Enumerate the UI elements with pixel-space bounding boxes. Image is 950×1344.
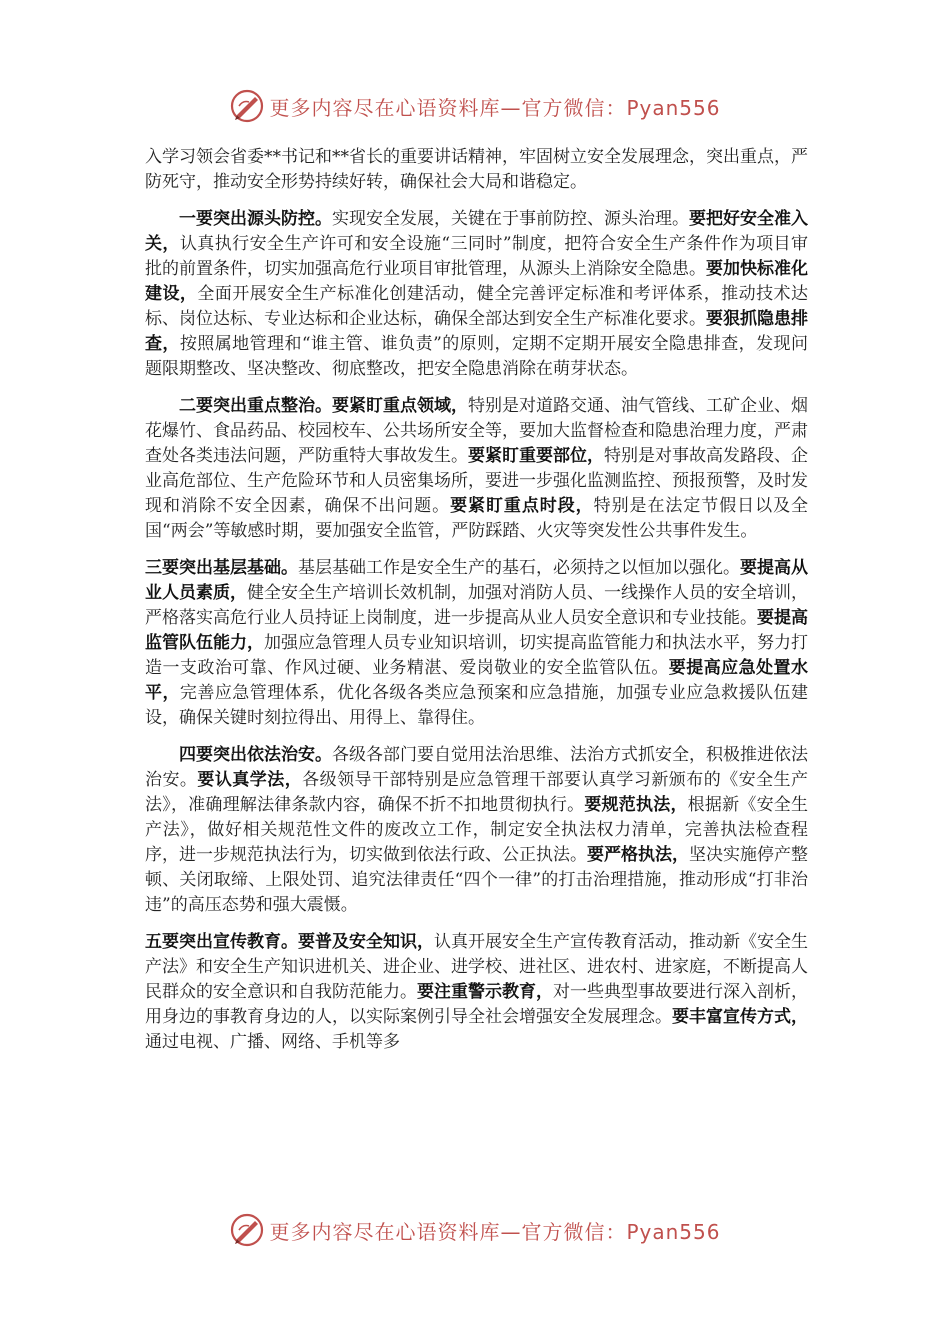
body-text: 加强应急管理人员专业知识培训，切实提高监管能力和执法水平，努力打造一支政治可靠、作风过硬、业务精湛、爱岗敬业的安全监管队伍。 xyxy=(145,633,808,678)
bold-heading-text: 要紧盯重要部位， xyxy=(468,446,604,466)
paragraph xyxy=(145,930,808,1055)
body-text: 实现安全发展，关键在于事前防控、源头治理。 xyxy=(332,209,689,229)
bold-heading-text: 要狠抓隐患排查， xyxy=(145,309,808,354)
body-text: 对一些典型事故要进行深入剖析，用身边的事教育身边的人，以实际案例引导全社会增强安全发展理念。 xyxy=(145,982,808,1027)
body-text: 根据新《安全生产法》，做好相关规范性文件的废改立工作，制定安全执法权力清单，完善执法检查程序，进一步规范执法行为，切实做到依法行政、公正执法。 xyxy=(145,795,809,865)
bold-heading-text: 要严格执法， xyxy=(587,845,689,865)
bold-heading-text: 要丰富宣传方式， xyxy=(672,1007,808,1027)
bold-heading-text: 要加快标准化建设， xyxy=(145,259,808,304)
bold-heading-text: 要提高从业人员素质， xyxy=(145,558,808,603)
bold-heading-text: 五要突出宣传教育。 xyxy=(145,932,298,952)
body-text: 入学习领会省委**书记和**省长的重要讲话精神，牢固树立安全发展理念，突出重点，严防死守，推动安全形势持续好转，确保社会大局和谐稳定。 xyxy=(145,147,808,192)
banner-text: 更多内容尽在心语资料库—官方微信：Pyan556 xyxy=(269,95,721,120)
document-body xyxy=(145,145,808,1067)
bold-heading-text: 要普及安全知识， xyxy=(298,932,434,952)
body-text: 认真开展安全生产宣传教育活动，推动新《安全生产法》和安全生产知识进机关、进企业、进学校、进社区、进农村、进家庭，不断提高人民群众的安全意识和自我防范能力。 xyxy=(145,932,808,1002)
body-text: 基层基础工作是安全生产的基石，必须持之以恒加以强化。 xyxy=(298,558,740,578)
bold-heading-text: 要注重警示教育， xyxy=(417,982,553,1002)
body-text: 各级各部门要自觉用法治思维、法治方式抓安全，积极推进依法治安。 xyxy=(145,745,808,790)
footer-banner xyxy=(0,1210,950,1250)
bold-heading-text: 要紧盯重点领域， xyxy=(332,396,468,416)
body-text: 通过电视、广播、网络、手机等多 xyxy=(145,1032,400,1052)
bold-heading-text: 一要突出源头防控。 xyxy=(179,209,332,229)
body-text: 认真执行安全生产许可和安全设施“三同时”制度，把符合安全生产条件作为项目审批的前置条件，切实加强高危行业项目审批管理，从源头上消除安全隐患。 xyxy=(145,234,808,279)
body-text: 完善应急管理体系，优化各级各类应急预案和应急措施，加强专业应急救援队伍建设，确保关键时刻拉得出、用得上、靠得住。 xyxy=(145,683,809,728)
header-banner xyxy=(0,86,950,126)
bold-heading-text: 要认真学法， xyxy=(197,770,303,790)
paragraph xyxy=(145,394,808,544)
bold-heading-text: 要把好安全准入关， xyxy=(145,209,808,254)
paragraph xyxy=(145,207,808,382)
body-text: 全面开展安全生产标准化创建活动，健全完善评定标准和考评体系，推动技术达标、岗位达标、专业达标和企业达标，确保全部达到安全生产标准化要求。 xyxy=(145,284,809,329)
bold-heading-text: 要规范执法， xyxy=(584,795,688,815)
body-text: 特别是在法定节假日以及全国“两会”等敏感时期，要加强安全监管，严防踩踏、火灾等突发性公共事件发生。 xyxy=(145,496,809,541)
red-pen-logo-icon xyxy=(229,88,265,124)
bold-heading-text: 四要突出依法治安。 xyxy=(179,745,332,765)
bold-heading-text: 要紧盯重点时段， xyxy=(450,496,594,516)
red-pen-logo-icon xyxy=(229,1212,265,1248)
bold-heading-text: 要提高应急处置水平， xyxy=(145,658,809,703)
body-text: 健全安全生产培训长效机制，加强对消防人员、一线操作人员的安全培训，严格落实高危行业人员持证上岗制度，进一步提高从业人员安全意识和专业技能。 xyxy=(145,583,808,628)
body-text: 各级领导干部特别是应急管理干部要认真学习新颁布的《安全生产法》，准确理解法律条款内容，确保不折不扣地贯彻执行。 xyxy=(145,770,809,815)
paragraph xyxy=(145,556,808,731)
bold-heading-text: 三要突出基层基础。 xyxy=(145,558,298,578)
bold-heading-text: 要提高监管队伍能力， xyxy=(145,608,808,653)
body-text: 按照属地管理和“谁主管、谁负责”的原则，定期不定期开展安全隐患排查，发现问题限期整改、坚决整改、彻底整改，把安全隐患消除在萌芽状态。 xyxy=(145,334,808,379)
bold-heading-text: 二要突出重点整治。 xyxy=(179,396,332,416)
paragraph xyxy=(145,743,808,918)
body-text: 坚决实施停产整顿、关闭取缔、上限处罚、追究法律责任“四个一律”的打击治理措施，推动形成“打非治违”的高压态势和强大震慑。 xyxy=(145,845,808,915)
paragraph xyxy=(145,145,808,195)
banner-text: 更多内容尽在心语资料库—官方微信：Pyan556 xyxy=(269,1219,721,1244)
body-text: 特别是对事故高发路段、企业高危部位、生产危险环节和人员密集场所，要进一步强化监测监控、预报预警，及时发现和消除不安全因素，确保不出问题。 xyxy=(145,446,808,516)
body-text: 特别是对道路交通、油气管线、工矿企业、烟花爆竹、食品药品、校园校车、公共场所安全等，要加大监督检查和隐患治理力度，严肃查处各类违法问题，严防重特大事故发生。 xyxy=(145,396,808,466)
